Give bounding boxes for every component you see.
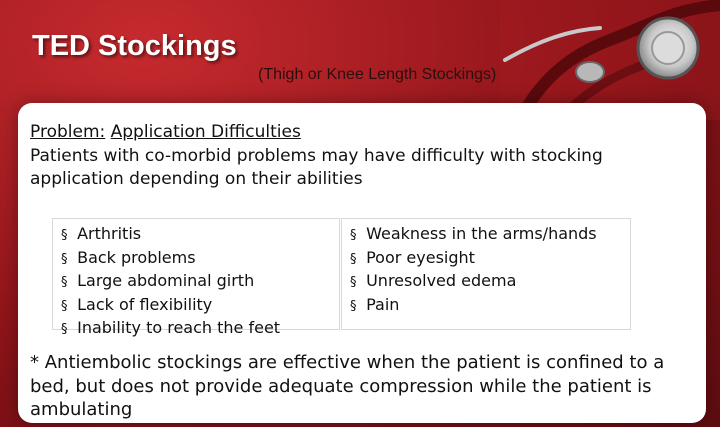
bullet-icon: § — [350, 251, 357, 267]
list-item: § Weakness in the arms/hands — [350, 223, 630, 247]
left-condition-box — [52, 218, 340, 337]
list-item: § Back problems — [61, 247, 339, 271]
right-condition-list — [342, 219, 630, 317]
list-item: § Large abdominal girth — [61, 270, 339, 294]
list-item: § Arthritis — [61, 223, 339, 247]
bullet-icon: § — [61, 251, 68, 267]
list-item: § Pain — [350, 294, 630, 318]
problem-heading — [30, 121, 301, 144]
slide-title: TED Stockings — [32, 30, 237, 62]
list-item: § Unresolved edema — [350, 270, 630, 294]
bullet-icon: § — [350, 275, 357, 290]
bullet-icon: § — [61, 228, 68, 243]
list-item: § Inability to reach the feet — [61, 317, 339, 341]
bullet-icon: § — [350, 298, 357, 314]
problem-label: Problem: — [30, 122, 106, 142]
stethoscope-image — [500, 0, 720, 120]
right-condition-box — [341, 218, 631, 330]
bullet-icon: § — [61, 275, 68, 290]
bullet-icon: § — [350, 228, 357, 243]
slide-subtitle: (Thigh or Knee Length Stockings) — [258, 66, 497, 83]
bullet-icon: § — [61, 322, 68, 337]
left-condition-list — [53, 219, 339, 341]
list-item: § Lack of flexibility — [61, 294, 339, 318]
bullet-icon: § — [61, 298, 68, 314]
list-item: § Poor eyesight — [350, 247, 630, 271]
footnote-text: * Antiembolic stockings are effective when the patient is confined to a bed, but does not provide adequate compression while the patient is ambulating — [30, 352, 665, 420]
intro-text: Patients with co-morbid problems may have difficulty with stocking application depending on their abilities — [30, 146, 603, 189]
problem-title: Application Difficulties — [110, 122, 301, 142]
